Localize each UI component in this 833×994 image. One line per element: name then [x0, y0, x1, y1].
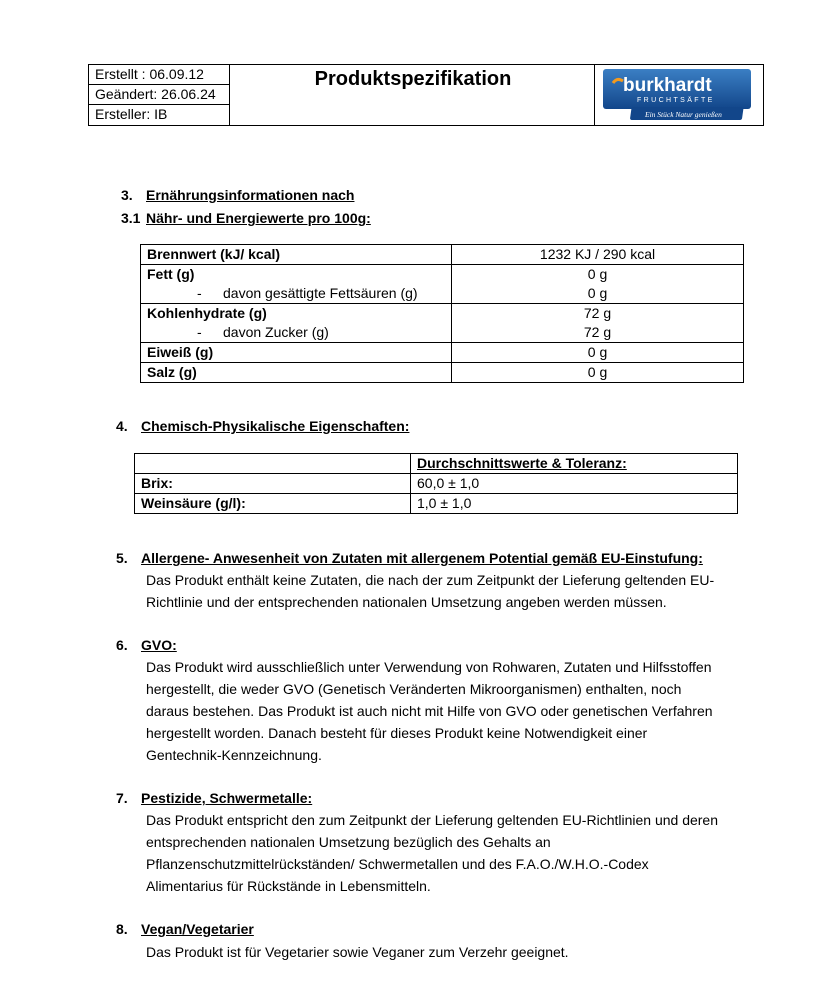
nutrition-table	[140, 244, 744, 383]
table-row	[141, 265, 744, 304]
section-number: 3.1	[121, 210, 141, 226]
empty-cell	[135, 454, 411, 474]
section-4-heading	[116, 418, 516, 438]
meta-block	[89, 65, 230, 125]
text-line: Alimentarius für Rückstände in Lebensmitteln.	[146, 878, 431, 894]
section-number: 7.	[116, 790, 128, 806]
section-number: 3.	[121, 187, 133, 203]
nutrient-sub-value: 0 g	[587, 285, 608, 301]
section-8-text	[146, 941, 756, 963]
creator: Ersteller: IB	[95, 106, 168, 122]
text-line: Pflanzenschutzmittelrückständen/ Schwermetallen und des F.A.O./W.H.O.-Codex	[146, 856, 649, 872]
section-3-1-heading	[121, 210, 521, 230]
property-value: 60,0 ± 1,0	[411, 474, 738, 494]
nutrient-sub: - davon Zucker (g)	[197, 324, 329, 340]
section-title: Allergene- Anwesenheit von Zutaten mit allergenem Potential gemäß EU-Einstufung:	[141, 550, 703, 566]
text-line: Richtlinie und der entsprechenden nationalen Umsetzung angeben werden müssen.	[146, 594, 667, 610]
section-7-text	[146, 809, 756, 897]
nutrient-value-cell	[452, 265, 744, 304]
nutrient-sub-value: 72 g	[583, 324, 612, 340]
table-row	[135, 494, 738, 514]
section-title: Ernährungsinformationen nach	[146, 187, 355, 203]
properties-table	[134, 453, 738, 514]
column-header: Durchschnittswerte & Toleranz:	[411, 454, 738, 474]
section-6-text	[146, 656, 756, 766]
logo-box	[594, 65, 763, 125]
table-row	[141, 343, 744, 363]
text-line: Das Produkt ist für Vegetarier sowie Veganer zum Verzehr geeignet.	[146, 944, 569, 960]
table-row	[141, 304, 744, 343]
text-line: daraus bestehen. Das Produkt ist auch nicht mit Hilfe von GVO oder genetischen Verfahren	[146, 703, 713, 719]
nutrient-sub-label: davon Zucker (g)	[223, 324, 329, 340]
nutrient-label: Salz (g)	[141, 363, 452, 383]
nutrient-value: 1232 KJ / 290 kcal	[452, 245, 744, 265]
nutrient-value: 0 g	[452, 363, 744, 383]
section-number: 8.	[116, 921, 128, 937]
nutrient-label: Kohlenhydrate (g)	[147, 305, 267, 321]
section-7-heading	[116, 790, 516, 810]
logo-wordmark: burkhardt	[623, 75, 712, 96]
nutrient-label: Brennwert (kJ/ kcal)	[141, 245, 452, 265]
property-value: 1,0 ± 1,0	[411, 494, 738, 514]
changed-date: Geändert: 26.06.24	[89, 85, 229, 105]
section-title: GVO:	[141, 637, 177, 653]
created-date: Erstellt : 06.09.12	[89, 65, 229, 85]
text-line: hergestellt worden. Danach besteht für dieses Produkt keine Notwendigkeit einer	[146, 725, 648, 741]
section-number: 4.	[116, 418, 128, 434]
page-title: Produktspezifikation	[314, 68, 512, 90]
section-8-heading	[116, 921, 516, 941]
nutrient-sub: - davon gesättigte Fettsäuren (g)	[197, 285, 418, 301]
text-line: hergestellt, die weder GVO (Genetisch Veränderten Mikroorganismen) enthalten, noch	[146, 681, 682, 697]
text-line: Das Produkt entspricht den zum Zeitpunkt der Lieferung geltenden EU-Richtlinien und deren	[146, 812, 718, 828]
nutrient-value-cell	[452, 304, 744, 343]
nutrient-label-cell	[141, 265, 452, 304]
table-row	[135, 454, 738, 474]
nutrient-value: 0 g	[452, 343, 744, 363]
property-label: Weinsäure (g/l):	[135, 494, 411, 514]
burkhardt-logo	[603, 69, 751, 121]
section-5-text	[146, 569, 756, 613]
text-line: entsprechenden nationalen Umsetzung bezüglich des Gehalts an	[146, 834, 551, 850]
section-title: Pestizide, Schwermetalle:	[141, 790, 313, 806]
table-row	[135, 474, 738, 494]
section-3-heading	[121, 187, 521, 207]
nutrient-value: 72 g	[583, 305, 612, 321]
text-line: Das Produkt enthält keine Zutaten, die nach der zum Zeitpunkt der Lieferung geltenden EU-	[146, 572, 715, 588]
text-line: Gentechnik-Kennzeichnung.	[146, 747, 322, 763]
nutrient-label: Fett (g)	[147, 266, 195, 282]
nutrient-value: 0 g	[587, 266, 608, 282]
nutrient-sub-label: davon gesättigte Fettsäuren (g)	[223, 285, 418, 301]
property-label: Brix:	[135, 474, 411, 494]
section-number: 5.	[116, 550, 128, 566]
nutrient-label-cell	[141, 304, 452, 343]
section-5-heading	[116, 550, 756, 570]
logo-slogan: Ein Stück Natur genießen	[645, 110, 722, 119]
logo-subtitle: FRUCHTSÄFTE	[637, 97, 715, 104]
section-title: Nähr- und Energiewerte pro 100g:	[146, 210, 371, 226]
document-header	[88, 64, 764, 126]
text-line: Das Produkt wird ausschließlich unter Verwendung von Rohwaren, Zutaten und Hilfsstoffen	[146, 659, 712, 675]
section-title: Chemisch-Physikalische Eigenschaften:	[141, 418, 410, 434]
table-row	[141, 363, 744, 383]
section-title: Vegan/Vegetarier	[141, 921, 254, 937]
section-number: 6.	[116, 637, 128, 653]
section-6-heading	[116, 637, 516, 657]
table-row	[141, 245, 744, 265]
nutrient-label: Eiweiß (g)	[141, 343, 452, 363]
